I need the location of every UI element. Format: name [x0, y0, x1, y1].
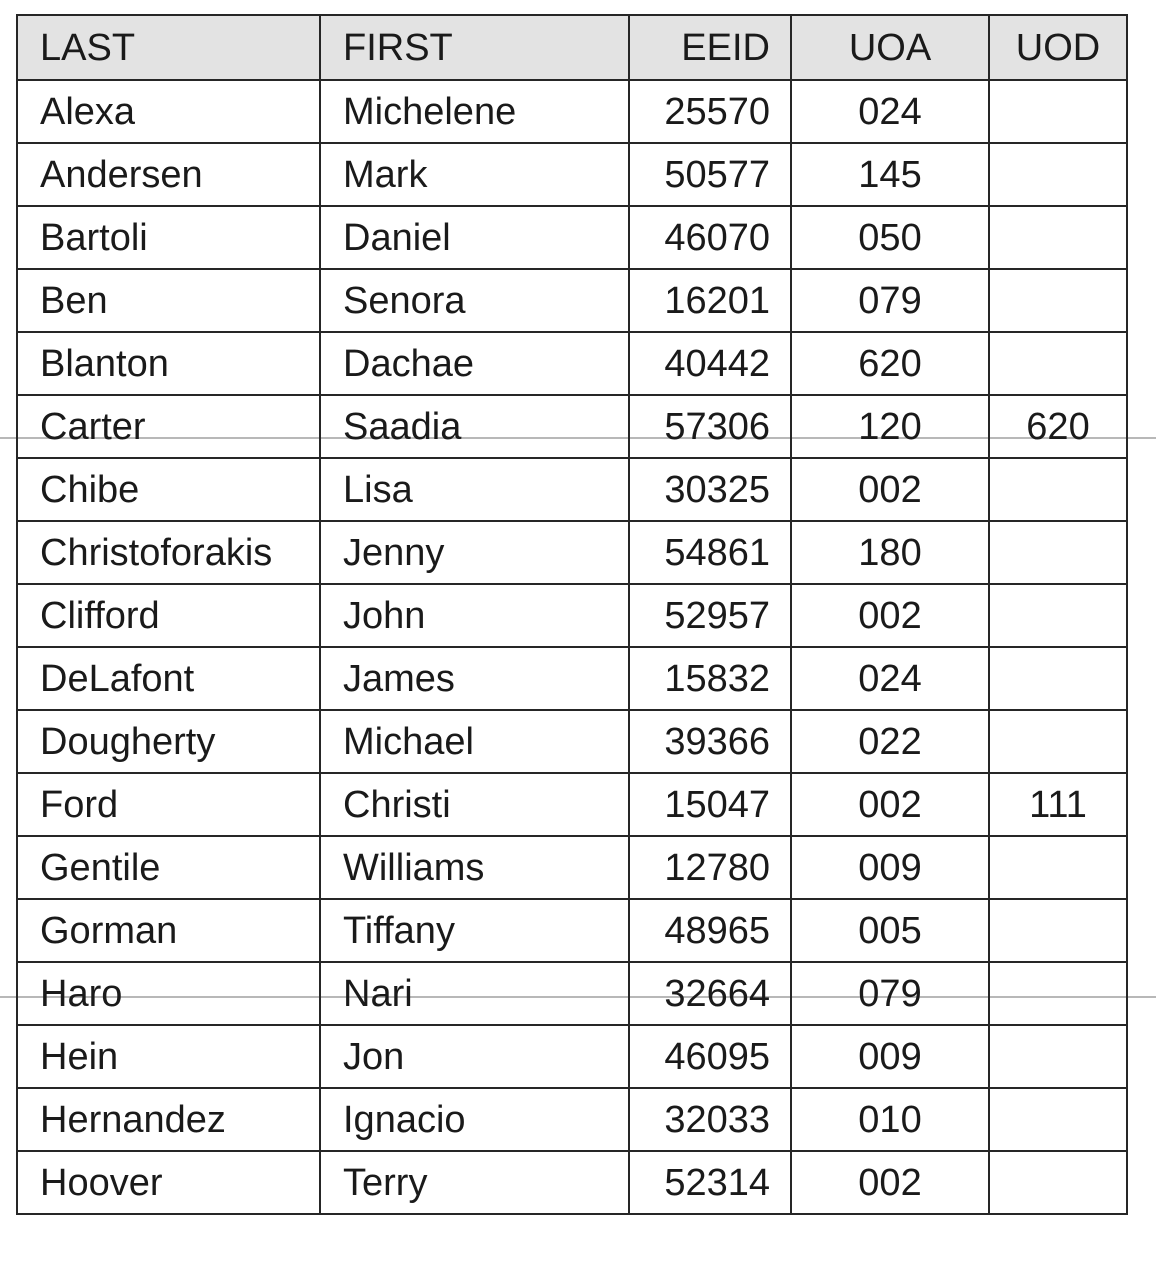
cell-eeid: 50577	[629, 143, 791, 206]
cell-last: Haro	[17, 962, 320, 1025]
cell-uod	[989, 143, 1127, 206]
cell-eeid: 32664	[629, 962, 791, 1025]
cell-last: Bartoli	[17, 206, 320, 269]
cell-uod	[989, 206, 1127, 269]
table-row	[17, 80, 1127, 143]
cell-last: Carter	[17, 395, 320, 458]
cell-first: Terry	[320, 1151, 629, 1214]
cell-eeid: 57306	[629, 395, 791, 458]
cell-uod	[989, 521, 1127, 584]
cell-eeid: 46070	[629, 206, 791, 269]
cell-first: Lisa	[320, 458, 629, 521]
cell-last: Christoforakis	[17, 521, 320, 584]
cell-eeid: 52957	[629, 584, 791, 647]
cell-uod	[989, 836, 1127, 899]
cell-uoa: 005	[791, 899, 989, 962]
cell-last: Hoover	[17, 1151, 320, 1214]
header-uoa: UOA	[791, 15, 989, 80]
table-row	[17, 206, 1127, 269]
cell-first: Michelene	[320, 80, 629, 143]
cell-uoa: 079	[791, 269, 989, 332]
cell-eeid: 15832	[629, 647, 791, 710]
employee-table	[16, 14, 1128, 1215]
cell-eeid: 54861	[629, 521, 791, 584]
cell-uoa: 120	[791, 395, 989, 458]
cell-first: Michael	[320, 710, 629, 773]
cell-uoa: 002	[791, 1151, 989, 1214]
table-body	[17, 80, 1127, 1214]
cell-last: Alexa	[17, 80, 320, 143]
cell-last: Hernandez	[17, 1088, 320, 1151]
cell-uoa: 022	[791, 710, 989, 773]
cell-eeid: 39366	[629, 710, 791, 773]
cell-uod	[989, 899, 1127, 962]
cell-first: Dachae	[320, 332, 629, 395]
cell-uoa: 079	[791, 962, 989, 1025]
cell-uoa: 009	[791, 836, 989, 899]
cell-eeid: 48965	[629, 899, 791, 962]
cell-uod: 111	[989, 773, 1127, 836]
cell-uod	[989, 647, 1127, 710]
table-row	[17, 332, 1127, 395]
table-row	[17, 395, 1127, 458]
cell-last: Chibe	[17, 458, 320, 521]
table-row	[17, 773, 1127, 836]
table-row	[17, 647, 1127, 710]
cell-uoa: 050	[791, 206, 989, 269]
table-row	[17, 710, 1127, 773]
cell-eeid: 40442	[629, 332, 791, 395]
cell-last: Clifford	[17, 584, 320, 647]
cell-first: John	[320, 584, 629, 647]
cell-first: James	[320, 647, 629, 710]
table-row	[17, 962, 1127, 1025]
cell-uod	[989, 458, 1127, 521]
cell-last: Blanton	[17, 332, 320, 395]
cell-eeid: 30325	[629, 458, 791, 521]
cell-first: Nari	[320, 962, 629, 1025]
cell-last: Ford	[17, 773, 320, 836]
cell-first: Tiffany	[320, 899, 629, 962]
cell-uod	[989, 1088, 1127, 1151]
header-eeid: EEID	[629, 15, 791, 80]
cell-uoa: 002	[791, 584, 989, 647]
cell-uoa: 620	[791, 332, 989, 395]
table-row	[17, 143, 1127, 206]
cell-uoa: 145	[791, 143, 989, 206]
table-row	[17, 521, 1127, 584]
cell-first: Williams	[320, 836, 629, 899]
cell-last: Andersen	[17, 143, 320, 206]
header-uod: UOD	[989, 15, 1127, 80]
header-row	[17, 15, 1127, 80]
cell-eeid: 25570	[629, 80, 791, 143]
cell-uoa: 180	[791, 521, 989, 584]
table-header	[17, 15, 1127, 80]
cell-first: Senora	[320, 269, 629, 332]
cell-eeid: 46095	[629, 1025, 791, 1088]
cell-last: Ben	[17, 269, 320, 332]
cell-first: Jon	[320, 1025, 629, 1088]
cell-uod	[989, 1025, 1127, 1088]
cell-last: DeLafont	[17, 647, 320, 710]
cell-uod	[989, 1151, 1127, 1214]
cell-eeid: 52314	[629, 1151, 791, 1214]
cell-uoa: 009	[791, 1025, 989, 1088]
cell-uod	[989, 710, 1127, 773]
cell-uod	[989, 80, 1127, 143]
cell-uod	[989, 269, 1127, 332]
table-row	[17, 584, 1127, 647]
cell-eeid: 16201	[629, 269, 791, 332]
header-last: LAST	[17, 15, 320, 80]
cell-uod	[989, 962, 1127, 1025]
table-row	[17, 1088, 1127, 1151]
cell-last: Gorman	[17, 899, 320, 962]
cell-first: Daniel	[320, 206, 629, 269]
table-row	[17, 899, 1127, 962]
table-row	[17, 1025, 1127, 1088]
cell-last: Hein	[17, 1025, 320, 1088]
cell-uoa: 010	[791, 1088, 989, 1151]
table-row	[17, 1151, 1127, 1214]
cell-first: Christi	[320, 773, 629, 836]
table-row	[17, 836, 1127, 899]
cell-first: Jenny	[320, 521, 629, 584]
cell-eeid: 32033	[629, 1088, 791, 1151]
table-row	[17, 458, 1127, 521]
cell-uoa: 024	[791, 80, 989, 143]
cell-uod	[989, 584, 1127, 647]
cell-first: Mark	[320, 143, 629, 206]
cell-first: Ignacio	[320, 1088, 629, 1151]
cell-eeid: 12780	[629, 836, 791, 899]
cell-last: Dougherty	[17, 710, 320, 773]
cell-uod	[989, 332, 1127, 395]
cell-uoa: 002	[791, 458, 989, 521]
cell-first: Saadia	[320, 395, 629, 458]
cell-uod: 620	[989, 395, 1127, 458]
cell-uoa: 002	[791, 773, 989, 836]
cell-last: Gentile	[17, 836, 320, 899]
table-row	[17, 269, 1127, 332]
cell-uoa: 024	[791, 647, 989, 710]
cell-eeid: 15047	[629, 773, 791, 836]
header-first: FIRST	[320, 15, 629, 80]
